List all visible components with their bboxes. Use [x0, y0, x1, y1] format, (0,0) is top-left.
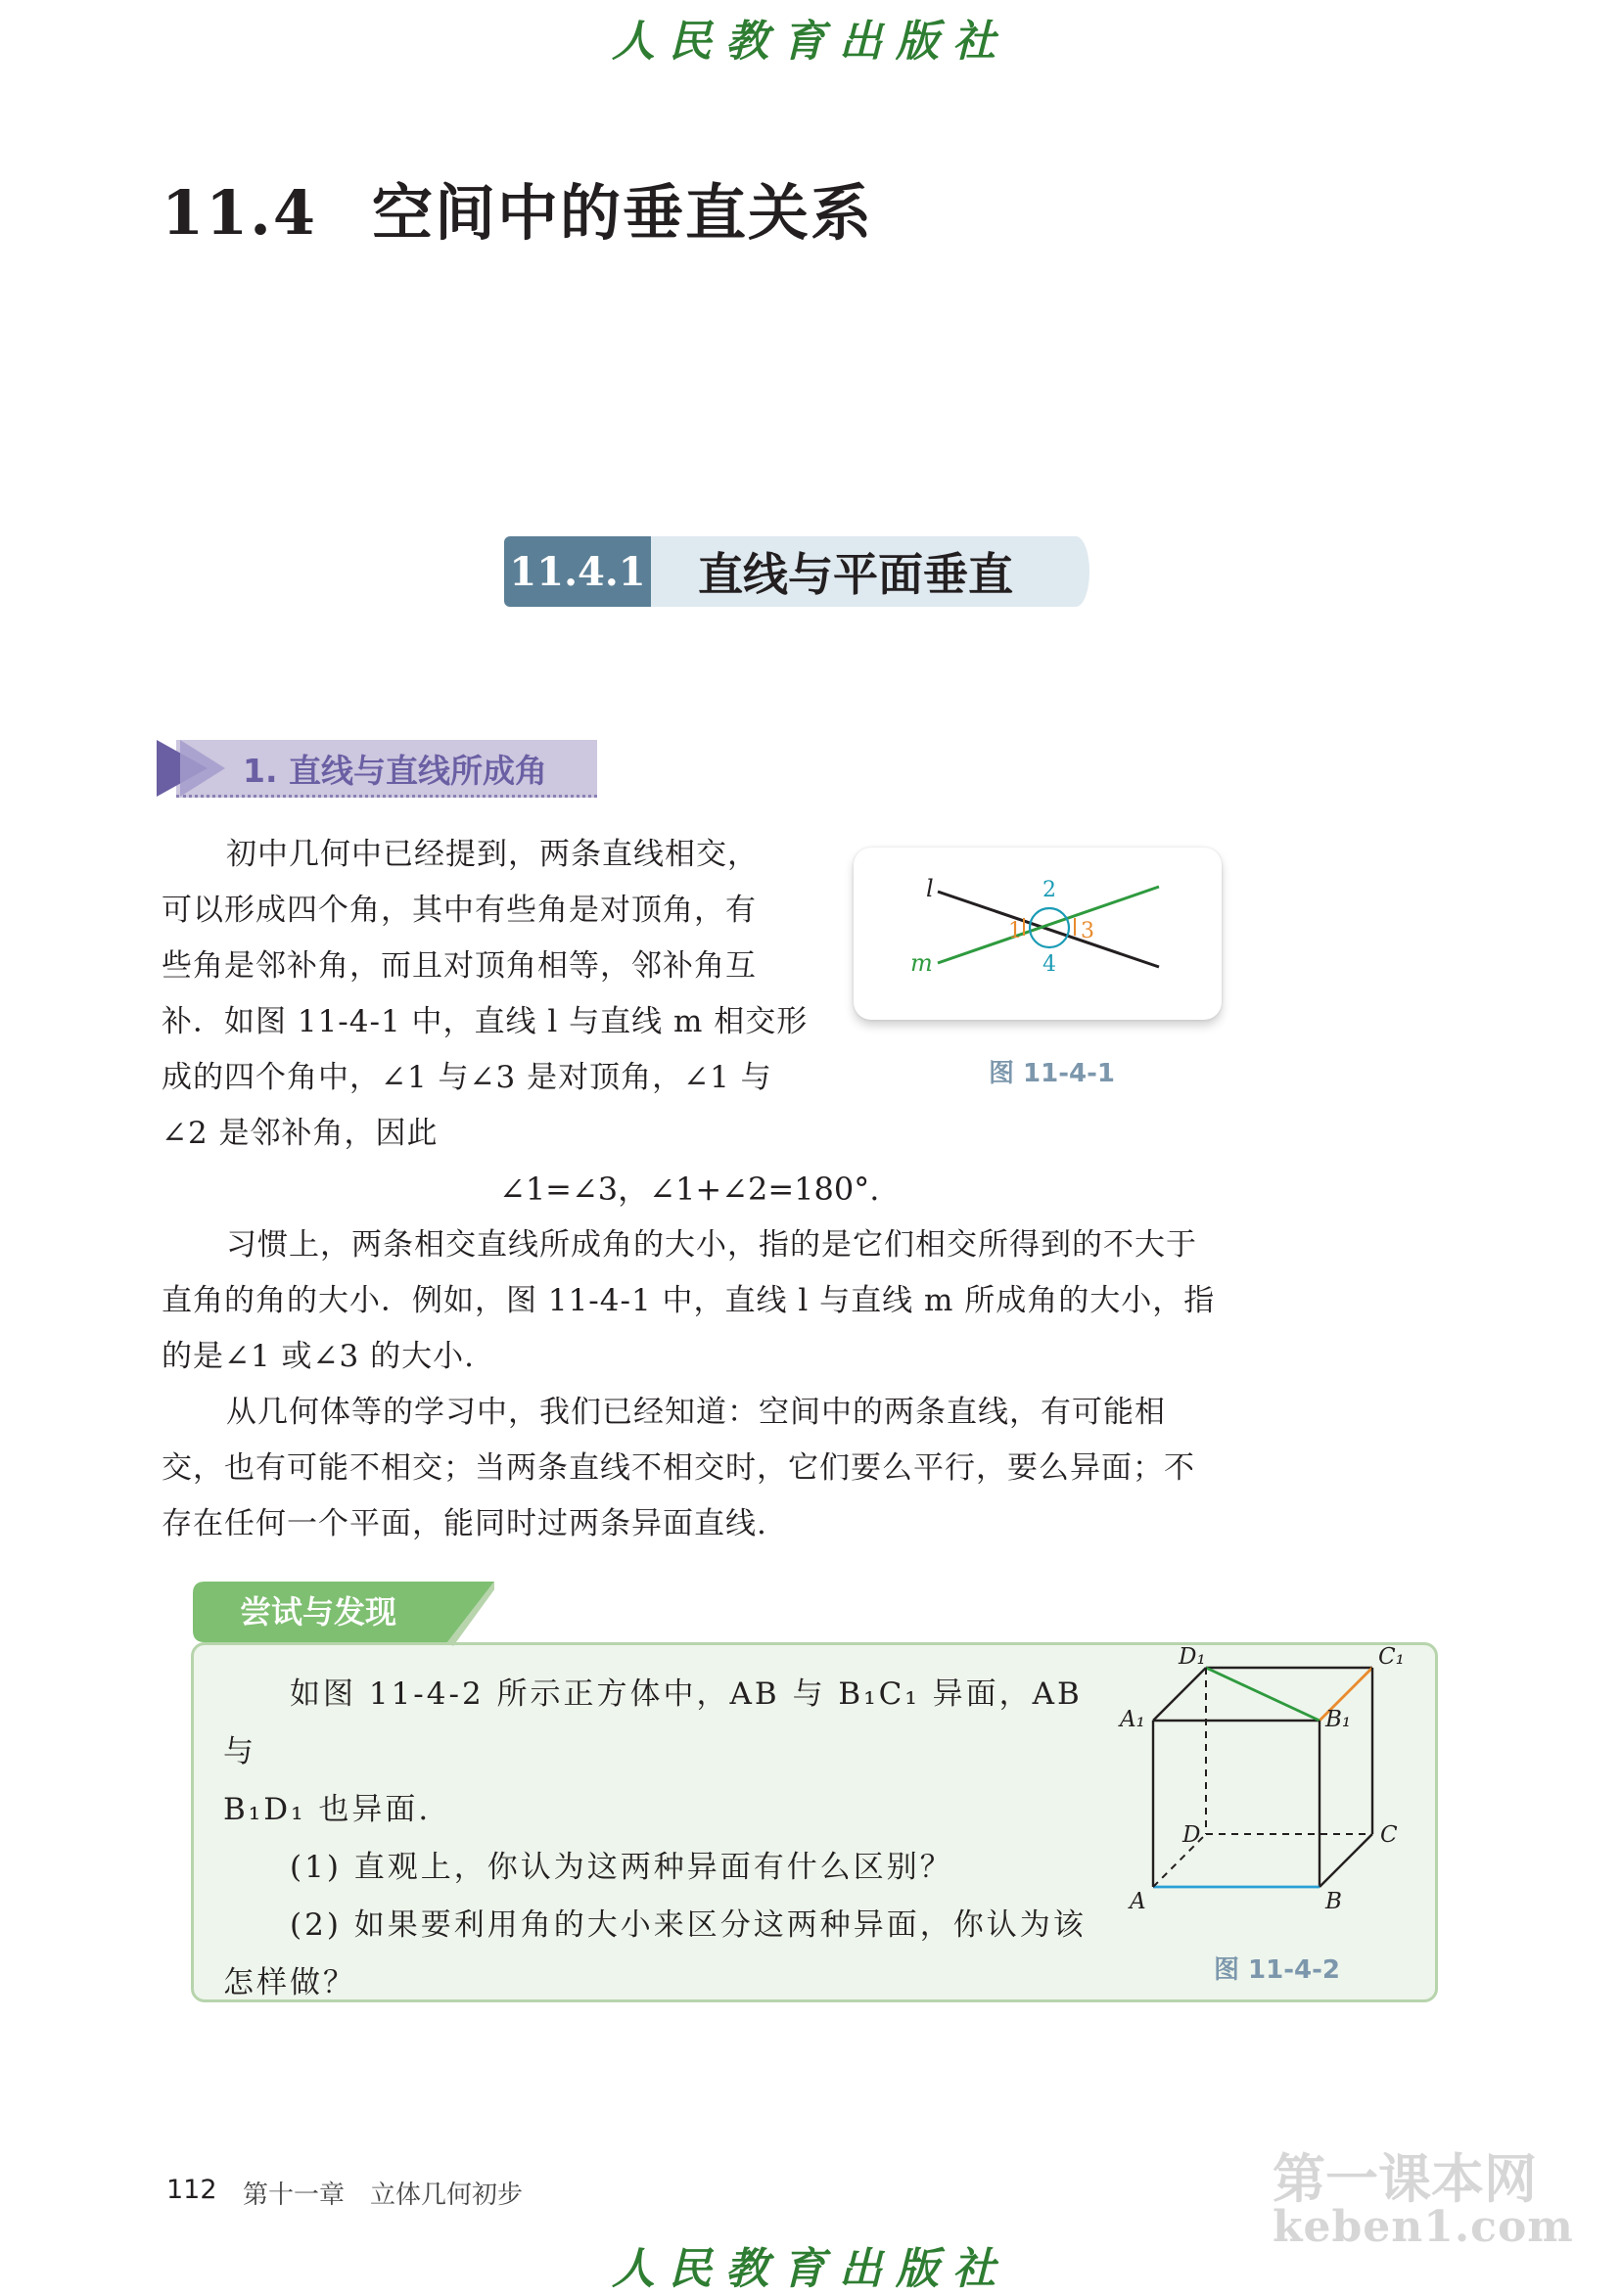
edge-B1D1	[1206, 1668, 1320, 1721]
topic-banner	[157, 736, 597, 801]
play-triangle-icon	[157, 736, 225, 801]
intersecting-lines-diagram	[854, 848, 1222, 1020]
section-title	[162, 164, 873, 252]
edge-BC	[1320, 1834, 1372, 1887]
text-line: 从几何体等的学习中，我们已经知道：空间中的两条直线，有可能相	[226, 1395, 1166, 1430]
vertex-C1: C₁	[1378, 1644, 1405, 1670]
text-line: 补．如图 11-4-1 中，直线 l 与直线 m 相交形	[162, 1004, 809, 1039]
angle-2-label: 2	[1042, 878, 1056, 902]
publisher-footer: 人民教育出版社	[612, 2244, 1009, 2294]
text-line: 习惯上，两条相交直线所成角的大小，指的是它们相交所得到的不大于	[226, 1227, 1197, 1263]
text-line: 交，也有可能不相交；当两条直线不相交时，它们要么平行，要么异面；不	[162, 1450, 1195, 1486]
text-line: 存在任何一个平面，能同时过两条异面直线.	[162, 1506, 767, 1541]
text-line: 怎样做？	[223, 1965, 356, 2000]
watermark-url: keben1.com	[1273, 2202, 1574, 2252]
section-title-text: 空间中的垂直关系	[372, 177, 874, 249]
page-number: 112	[166, 2175, 217, 2205]
publisher-header: 人民教育出版社	[612, 17, 1009, 67]
intro-paragraph	[162, 827, 811, 1162]
edge-A1D1	[1153, 1668, 1206, 1721]
vertex-D1: D₁	[1179, 1644, 1206, 1670]
text-line: 成的四个角中，∠1 与∠3 是对顶角，∠1 与	[162, 1060, 772, 1095]
text-line: 可以形成四个角，其中有些角是对顶角，有	[162, 893, 757, 928]
footer-chapter	[243, 2175, 548, 2211]
angle-1-label: 1	[1008, 919, 1022, 943]
angle-4-label: 4	[1042, 952, 1056, 977]
text-line: 直角的角的大小．例如，图 11-4-1 中，直线 l 与直线 m 所成角的大小，指	[162, 1283, 1216, 1318]
topic-label: 1. 直线与直线所成角	[243, 752, 547, 790]
subsection-number: 11.4.1	[504, 536, 651, 607]
paragraph-2	[162, 1217, 1248, 1385]
text-line: ∠2 是邻补角，因此	[162, 1116, 439, 1151]
text-line: 初中几何中已经提到，两条直线相交，	[226, 837, 759, 872]
figure-11-4-1-caption: 图 11-4-1	[989, 1059, 1115, 1088]
text-line: B₁D₁ 也异面.	[223, 1792, 432, 1827]
figure-11-4-2-cube	[1116, 1644, 1429, 1928]
chapter-title: 立体几何初步	[370, 2181, 524, 2210]
text-line: (1) 直观上，你认为这两种异面有什么区别？	[290, 1850, 953, 1885]
vertex-A: A	[1130, 1889, 1146, 1914]
chapter-label: 第十一章	[243, 2181, 346, 2210]
text-line: 的是∠1 或∠3 的大小.	[162, 1339, 475, 1374]
label-l: l	[926, 875, 934, 902]
vertex-C: C	[1380, 1822, 1398, 1848]
vertex-D: D	[1182, 1822, 1201, 1848]
figure-11-4-1	[854, 848, 1222, 1020]
text-line: 如图 11-4-2 所示正方体中，AB 与 B₁C₁ 异面，AB 与	[223, 1676, 1083, 1769]
watermark-text: 第一课本网	[1273, 2148, 1537, 2210]
text-line: (2) 如果要利用角的大小来区分这两种异面，你认为该	[290, 1907, 1087, 1943]
subsection-title: 直线与平面垂直	[651, 536, 1089, 607]
section-number: 11.4	[162, 177, 318, 249]
angle-3-label: 3	[1081, 919, 1094, 943]
vertex-A1: A₁	[1120, 1707, 1145, 1732]
try-and-discover-label: 尝试与发现	[240, 1593, 397, 1630]
text-line: 些角是邻补角，而且对顶角相等，邻补角互	[162, 948, 757, 984]
vertex-B1: B₁	[1325, 1707, 1352, 1732]
figure-11-4-2-caption: 图 11-4-2	[1214, 1955, 1340, 1985]
angle-formula: ∠1=∠3，∠1+∠2=180°.	[499, 1171, 880, 1208]
try-and-discover-text	[223, 1666, 1094, 2012]
label-m: m	[910, 949, 933, 977]
subsection-heading	[504, 536, 1089, 607]
vertex-B: B	[1325, 1889, 1342, 1914]
paragraph-3	[162, 1385, 1248, 1552]
